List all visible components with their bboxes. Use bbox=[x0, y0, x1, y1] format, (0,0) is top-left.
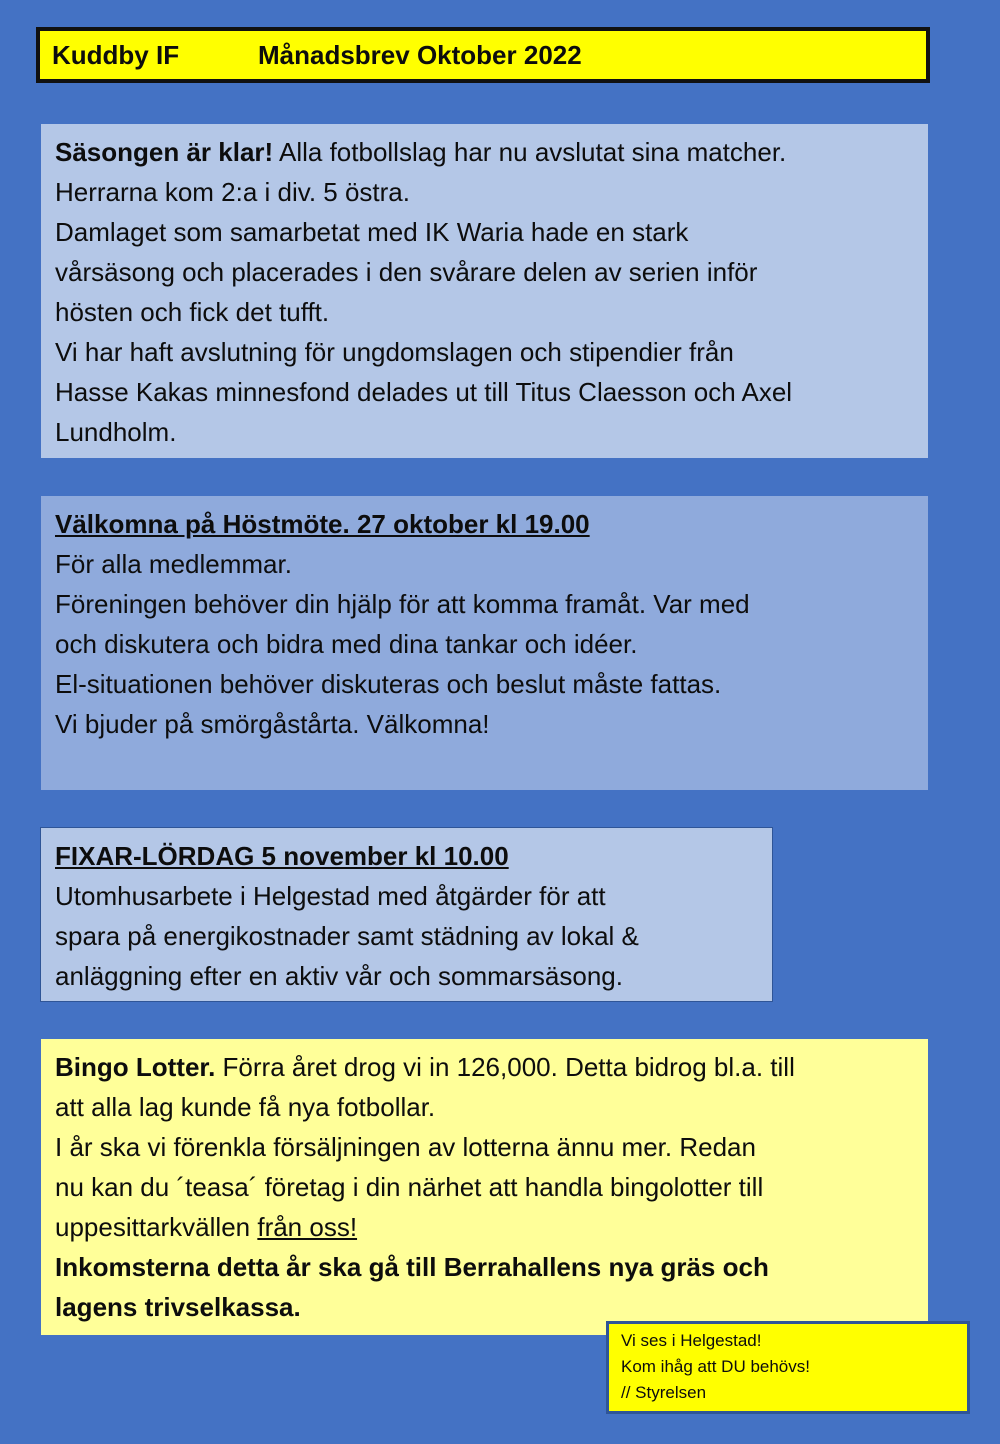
meeting-line: Vi bjuder på smörgåstårta. Välkomna! bbox=[55, 709, 490, 739]
header-banner bbox=[36, 27, 930, 83]
bingo-line-5 bbox=[55, 1207, 914, 1247]
signature-line: Kom ihåg att DU behövs! bbox=[621, 1357, 810, 1376]
signature-note bbox=[606, 1321, 970, 1414]
bingo-line: I år ska vi förenkla försäljningen av lotterna ännu mer. Redan bbox=[55, 1132, 756, 1162]
club-name: Kuddby IF bbox=[52, 39, 180, 70]
meeting-line: och diskutera och bidra med dina tankar och idéer. bbox=[55, 629, 638, 659]
season-heading: Säsongen är klar! bbox=[55, 137, 274, 167]
season-line: Damlaget som samarbetat med IK Waria hade en stark bbox=[55, 217, 689, 247]
meeting-heading: Välkomna på Höstmöte. 27 oktober kl 19.00 bbox=[55, 509, 590, 539]
meeting-line: Föreningen behöver din hjälp för att komma framåt. Var med bbox=[55, 589, 750, 619]
fixar-heading: FIXAR-LÖRDAG 5 november kl 10.00 bbox=[55, 841, 509, 871]
bingo-first-line bbox=[55, 1047, 914, 1087]
season-first-line bbox=[55, 132, 914, 172]
bingo-line: nu kan du ´teasa´ företag i din närhet att handla bingolotter till bbox=[55, 1172, 764, 1202]
meeting-line: El-situationen behöver diskuteras och beslut måste fattas. bbox=[55, 669, 722, 699]
fixar-section bbox=[40, 827, 773, 1002]
season-line: Herrarna kom 2:a i div. 5 östra. bbox=[55, 177, 410, 207]
bingo-line-text: uppesittarkvällen bbox=[55, 1212, 258, 1242]
season-line: Vi har haft avslutning för ungdomslagen och stipendier från bbox=[55, 337, 734, 367]
bingo-section bbox=[41, 1039, 928, 1335]
signature-line: // Styrelsen bbox=[621, 1383, 707, 1402]
season-line: Lundholm. bbox=[55, 417, 177, 447]
bingo-line: Förra året drog vi in 126,000. Detta bidrog bl.a. till bbox=[215, 1052, 795, 1082]
season-line: Alla fotbollslag har nu avslutat sina matcher. bbox=[273, 137, 787, 167]
from-us-text: från oss! bbox=[257, 1212, 358, 1242]
season-line: Hasse Kakas minnesfond delades ut till Titus Claesson och Axel bbox=[55, 377, 793, 407]
meeting-section bbox=[41, 496, 928, 790]
bingo-income-line: Inkomsterna detta år ska gå till Berrahallens nya gräs och bbox=[55, 1252, 769, 1282]
signature-line: Vi ses i Helgestad! bbox=[621, 1331, 762, 1350]
fixar-line: anläggning efter en aktiv vår och sommarsäsong. bbox=[55, 961, 623, 991]
bingo-heading: Bingo Lotter. bbox=[55, 1052, 216, 1082]
season-line: hösten och fick det tufft. bbox=[55, 297, 330, 327]
fixar-line: Utomhusarbete i Helgestad med åtgärder för att bbox=[55, 881, 606, 911]
bingo-line: att alla lag kunde få nya fotbollar. bbox=[55, 1092, 436, 1122]
meeting-line: För alla medlemmar. bbox=[55, 549, 292, 579]
newsletter-title: Månadsbrev Oktober 2022 bbox=[258, 39, 582, 70]
bingo-income-line: lagens trivselkassa. bbox=[55, 1292, 301, 1322]
season-section bbox=[41, 124, 928, 458]
fixar-line: spara på energikostnader samt städning av lokal & bbox=[55, 921, 639, 951]
season-line: vårsäsong och placerades i den svårare delen av serien inför bbox=[55, 257, 758, 287]
